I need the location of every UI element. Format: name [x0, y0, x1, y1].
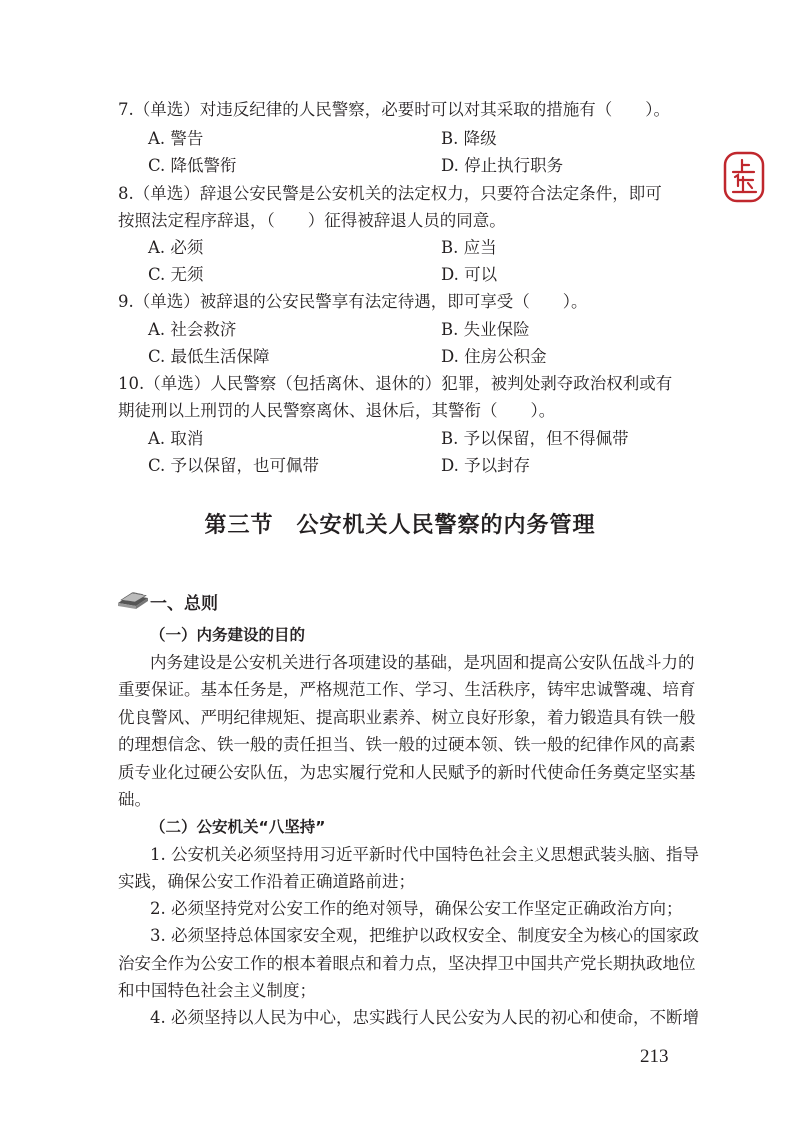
question-8-line-2: 按照法定程序辞退，（ ）征得被辞退人员的同意。	[118, 211, 506, 230]
question-9-option-b: B. 失业保险	[441, 320, 530, 339]
question-7-option-a: A. 警告	[148, 129, 204, 148]
sub1-line-5: 质专业化过硬公安队伍，为忠实履行党和人民赋予的新时代使命任务奠定坚实基	[118, 763, 696, 782]
question-7-option-c: C. 降低警衔	[148, 156, 237, 175]
sub2-line-1: 1. 公安机关必须坚持用习近平新时代中国特色社会主义思想武装头脑、指导	[150, 845, 699, 864]
question-9-option-a: A. 社会救济	[148, 320, 237, 339]
sub1-line-1: 内务建设是公安机关进行各项建设的基础，是巩固和提高公安队伍战斗力的	[150, 653, 695, 672]
question-9-option-d: D. 住房公积金	[441, 347, 547, 366]
question-8-option-a: A. 必须	[148, 238, 204, 257]
page-number: 213	[640, 1046, 669, 1067]
question-10-option-a: A. 取消	[148, 429, 204, 448]
question-8-option-c: C. 无须	[148, 265, 204, 284]
sub1-line-2: 重要保证。基本任务是，严格规范工作、学习、生活秩序，铸牢忠诚警魂、培育	[118, 680, 696, 699]
sub1-line-4: 的理想信念、铁一般的责任担当、铁一般的过硬本领、铁一般的纪律作风的高素	[118, 735, 696, 754]
question-10-line-1: 10.（单选）人民警察（包括离休、退休的）犯罪，被判处剥夺政治权利或有	[118, 374, 673, 393]
sub2-line-4: 3. 必须坚持总体国家安全观，把维护以政权安全、制度安全为核心的国家政	[150, 926, 699, 945]
subheading-2: （二）公安机关“八坚持”	[150, 818, 326, 836]
seal-stamp-logo	[722, 150, 766, 204]
sub2-line-6: 和中国特色社会主义制度；	[118, 981, 316, 1000]
sub2-line-7: 4. 必须坚持以人民为中心，忠实践行人民公安为人民的初心和使命，不断增	[150, 1008, 699, 1027]
question-10-option-c: C. 予以保留，也可佩带	[148, 456, 320, 475]
sub1-line-3: 优良警风、严明纪律规矩、提高职业素养、树立良好形象，着力锻造具有铁一般	[118, 708, 696, 727]
question-9-line-1: 9.（单选）被辞退的公安民警享有法定待遇，即可享受（ ）。	[118, 292, 588, 311]
question-8-option-b: B. 应当	[441, 238, 497, 257]
question-8-option-d: D. 可以	[441, 265, 498, 284]
question-8-line-1: 8.（单选）辞退公安民警是公安机关的法定权力，只要符合法定条件，即可	[118, 184, 662, 203]
question-7-option-d: D. 停止执行职务	[441, 156, 564, 175]
question-10-option-d: D. 予以封存	[441, 456, 531, 475]
sub1-line-6: 础。	[118, 790, 151, 809]
question-10-option-b: B. 予以保留，但不得佩带	[441, 429, 629, 448]
sub2-line-3: 2. 必须坚持党对公安工作的绝对领导，确保公安工作坚定正确政治方向；	[150, 899, 683, 918]
question-10-line-2: 期徒刑以上刑罚的人民警察离休、退休后，其警衔（ ）。	[118, 401, 556, 420]
subheading-1: （一）内务建设的目的	[150, 626, 306, 644]
sub2-line-5: 治安全作为公安工作的根本着眼点和着力点，坚决捍卫中国共产党长期执政地位	[118, 954, 696, 973]
sub2-line-2: 实践，确保公安工作沿着正确道路前进；	[118, 872, 415, 891]
question-7-option-b: B. 降级	[441, 129, 497, 148]
section-title: 第三节 公安机关人民警察的内务管理	[204, 513, 596, 538]
heading-general-rules: 一、总则	[150, 594, 218, 614]
question-9-option-c: C. 最低生活保障	[148, 347, 270, 366]
book-stack-icon	[116, 590, 150, 610]
question-7-line-1: 7.（单选）对违反纪律的人民警察，必要时可以对其采取的措施有（ ）。	[118, 100, 670, 119]
